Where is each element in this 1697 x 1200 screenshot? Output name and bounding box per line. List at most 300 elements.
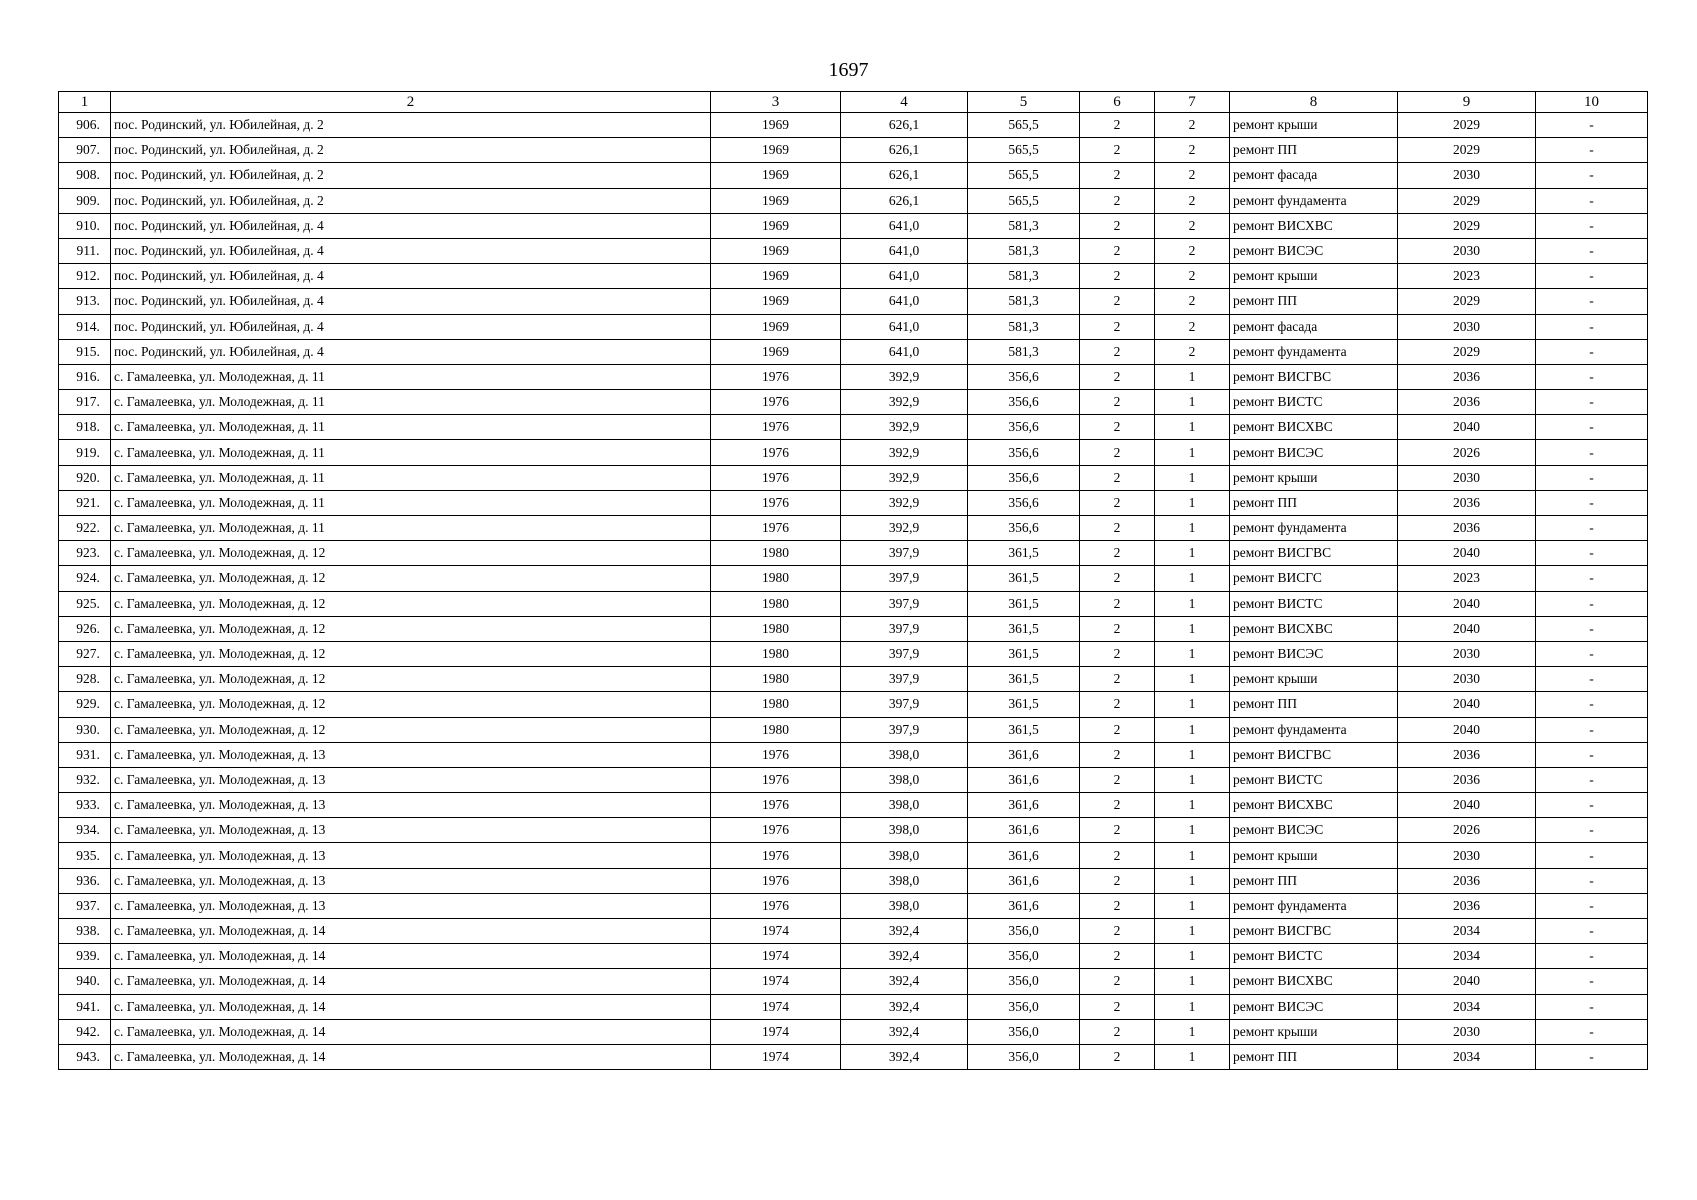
planned-year-cell: 2036 — [1398, 742, 1536, 767]
work-type-cell: ремонт ПП — [1230, 490, 1398, 515]
floors-cell: 2 — [1080, 616, 1155, 641]
column-header-3: 3 — [711, 92, 841, 113]
address-cell: пос. Родинский, ул. Юбилейная, д. 2 — [111, 138, 711, 163]
table-row — [59, 188, 1648, 213]
entrances-cell: 2 — [1155, 289, 1230, 314]
total-area-cell: 392,4 — [841, 919, 968, 944]
address-cell: с. Гамалеевка, ул. Молодежная, д. 11 — [111, 390, 711, 415]
entrances-cell: 1 — [1155, 793, 1230, 818]
planned-year-cell: 2029 — [1398, 188, 1536, 213]
entrances-cell: 1 — [1155, 994, 1230, 1019]
address-cell: пос. Родинский, ул. Юбилейная, д. 4 — [111, 289, 711, 314]
table-row — [59, 1019, 1648, 1044]
table-row — [59, 641, 1648, 666]
row-number-cell: 922. — [59, 516, 111, 541]
planned-year-cell: 2036 — [1398, 490, 1536, 515]
address-cell: пос. Родинский, ул. Юбилейная, д. 2 — [111, 163, 711, 188]
row-number-cell: 908. — [59, 163, 111, 188]
total-area-cell: 398,0 — [841, 767, 968, 792]
planned-year-cell: 2040 — [1398, 692, 1536, 717]
total-area-cell: 398,0 — [841, 868, 968, 893]
note-cell: - — [1536, 868, 1648, 893]
address-cell: пос. Родинский, ул. Юбилейная, д. 4 — [111, 238, 711, 263]
year-built-cell: 1974 — [711, 994, 841, 1019]
address-cell: с. Гамалеевка, ул. Молодежная, д. 11 — [111, 516, 711, 541]
living-area-cell: 356,0 — [968, 944, 1080, 969]
note-cell: - — [1536, 390, 1648, 415]
total-area-cell: 392,4 — [841, 944, 968, 969]
row-number-cell: 925. — [59, 591, 111, 616]
table-row — [59, 868, 1648, 893]
total-area-cell: 397,9 — [841, 591, 968, 616]
entrances-cell: 1 — [1155, 516, 1230, 541]
living-area-cell: 361,5 — [968, 641, 1080, 666]
table-row — [59, 591, 1648, 616]
total-area-cell: 392,4 — [841, 994, 968, 1019]
column-header-7: 7 — [1155, 92, 1230, 113]
work-type-cell: ремонт ПП — [1230, 868, 1398, 893]
entrances-cell: 1 — [1155, 767, 1230, 792]
year-built-cell: 1969 — [711, 238, 841, 263]
note-cell: - — [1536, 969, 1648, 994]
work-type-cell: ремонт ПП — [1230, 1044, 1398, 1069]
work-type-cell: ремонт фундамента — [1230, 188, 1398, 213]
table-row — [59, 465, 1648, 490]
row-number-cell: 909. — [59, 188, 111, 213]
total-area-cell: 397,9 — [841, 641, 968, 666]
column-header-6: 6 — [1080, 92, 1155, 113]
work-type-cell: ремонт ВИСЭС — [1230, 641, 1398, 666]
note-cell: - — [1536, 566, 1648, 591]
note-cell: - — [1536, 264, 1648, 289]
note-cell: - — [1536, 440, 1648, 465]
year-built-cell: 1976 — [711, 818, 841, 843]
total-area-cell: 398,0 — [841, 793, 968, 818]
total-area-cell: 397,9 — [841, 692, 968, 717]
year-built-cell: 1976 — [711, 793, 841, 818]
living-area-cell: 356,6 — [968, 490, 1080, 515]
note-cell: - — [1536, 339, 1648, 364]
note-cell: - — [1536, 289, 1648, 314]
living-area-cell: 361,5 — [968, 692, 1080, 717]
header-row — [59, 92, 1648, 113]
year-built-cell: 1976 — [711, 843, 841, 868]
table-row — [59, 163, 1648, 188]
total-area-cell: 392,9 — [841, 364, 968, 389]
floors-cell: 2 — [1080, 264, 1155, 289]
work-type-cell: ремонт ВИСГВС — [1230, 364, 1398, 389]
note-cell: - — [1536, 767, 1648, 792]
work-type-cell: ремонт крыши — [1230, 465, 1398, 490]
address-cell: с. Гамалеевка, ул. Молодежная, д. 11 — [111, 490, 711, 515]
table-row — [59, 264, 1648, 289]
living-area-cell: 581,3 — [968, 289, 1080, 314]
row-number-cell: 918. — [59, 415, 111, 440]
row-number-cell: 915. — [59, 339, 111, 364]
address-cell: с. Гамалеевка, ул. Молодежная, д. 12 — [111, 692, 711, 717]
table-row — [59, 793, 1648, 818]
total-area-cell: 398,0 — [841, 818, 968, 843]
year-built-cell: 1976 — [711, 767, 841, 792]
table-row — [59, 969, 1648, 994]
floors-cell: 2 — [1080, 742, 1155, 767]
row-number-cell: 914. — [59, 314, 111, 339]
work-type-cell: ремонт крыши — [1230, 667, 1398, 692]
year-built-cell: 1980 — [711, 717, 841, 742]
table-row — [59, 818, 1648, 843]
note-cell: - — [1536, 516, 1648, 541]
note-cell: - — [1536, 465, 1648, 490]
floors-cell: 2 — [1080, 541, 1155, 566]
year-built-cell: 1974 — [711, 969, 841, 994]
address-cell: с. Гамалеевка, ул. Молодежная, д. 14 — [111, 969, 711, 994]
row-number-cell: 917. — [59, 390, 111, 415]
table-row — [59, 843, 1648, 868]
planned-year-cell: 2029 — [1398, 138, 1536, 163]
entrances-cell: 1 — [1155, 541, 1230, 566]
living-area-cell: 361,5 — [968, 616, 1080, 641]
table-row — [59, 516, 1648, 541]
planned-year-cell: 2030 — [1398, 314, 1536, 339]
year-built-cell: 1969 — [711, 264, 841, 289]
living-area-cell: 356,0 — [968, 1019, 1080, 1044]
address-cell: с. Гамалеевка, ул. Молодежная, д. 11 — [111, 364, 711, 389]
floors-cell: 2 — [1080, 566, 1155, 591]
work-type-cell: ремонт ВИСХВС — [1230, 213, 1398, 238]
planned-year-cell: 2030 — [1398, 667, 1536, 692]
note-cell: - — [1536, 692, 1648, 717]
total-area-cell: 392,9 — [841, 465, 968, 490]
row-number-cell: 911. — [59, 238, 111, 263]
entrances-cell: 1 — [1155, 566, 1230, 591]
note-cell: - — [1536, 616, 1648, 641]
row-number-cell: 934. — [59, 818, 111, 843]
row-number-cell: 942. — [59, 1019, 111, 1044]
address-cell: с. Гамалеевка, ул. Молодежная, д. 13 — [111, 818, 711, 843]
table-row — [59, 667, 1648, 692]
table-row — [59, 767, 1648, 792]
note-cell: - — [1536, 591, 1648, 616]
work-type-cell: ремонт ВИСЭС — [1230, 440, 1398, 465]
table-row — [59, 113, 1648, 138]
total-area-cell: 641,0 — [841, 314, 968, 339]
row-number-cell: 924. — [59, 566, 111, 591]
note-cell: - — [1536, 163, 1648, 188]
column-header-10: 10 — [1536, 92, 1648, 113]
address-cell: с. Гамалеевка, ул. Молодежная, д. 13 — [111, 793, 711, 818]
work-type-cell: ремонт ВИСГВС — [1230, 541, 1398, 566]
entrances-cell: 1 — [1155, 944, 1230, 969]
total-area-cell: 392,4 — [841, 1044, 968, 1069]
planned-year-cell: 2030 — [1398, 843, 1536, 868]
work-type-cell: ремонт крыши — [1230, 264, 1398, 289]
floors-cell: 2 — [1080, 944, 1155, 969]
note-cell: - — [1536, 238, 1648, 263]
total-area-cell: 398,0 — [841, 893, 968, 918]
planned-year-cell: 2030 — [1398, 163, 1536, 188]
note-cell: - — [1536, 667, 1648, 692]
row-number-cell: 919. — [59, 440, 111, 465]
page-number: 1697 — [828, 59, 869, 81]
living-area-cell: 565,5 — [968, 163, 1080, 188]
entrances-cell: 1 — [1155, 1044, 1230, 1069]
year-built-cell: 1969 — [711, 339, 841, 364]
entrances-cell: 1 — [1155, 440, 1230, 465]
total-area-cell: 392,4 — [841, 1019, 968, 1044]
year-built-cell: 1969 — [711, 188, 841, 213]
address-cell: пос. Родинский, ул. Юбилейная, д. 4 — [111, 213, 711, 238]
note-cell: - — [1536, 364, 1648, 389]
address-cell: с. Гамалеевка, ул. Молодежная, д. 12 — [111, 616, 711, 641]
living-area-cell: 361,5 — [968, 717, 1080, 742]
living-area-cell: 581,3 — [968, 314, 1080, 339]
address-cell: с. Гамалеевка, ул. Молодежная, д. 14 — [111, 1044, 711, 1069]
row-number-cell: 927. — [59, 641, 111, 666]
table-row — [59, 289, 1648, 314]
note-cell: - — [1536, 843, 1648, 868]
work-type-cell: ремонт фасада — [1230, 314, 1398, 339]
work-type-cell: ремонт ПП — [1230, 138, 1398, 163]
living-area-cell: 356,6 — [968, 440, 1080, 465]
work-type-cell: ремонт ВИСГС — [1230, 566, 1398, 591]
address-cell: с. Гамалеевка, ул. Молодежная, д. 14 — [111, 919, 711, 944]
year-built-cell: 1976 — [711, 490, 841, 515]
note-cell: - — [1536, 742, 1648, 767]
work-type-cell: ремонт ВИСГВС — [1230, 919, 1398, 944]
entrances-cell: 2 — [1155, 264, 1230, 289]
total-area-cell: 398,0 — [841, 742, 968, 767]
floors-cell: 2 — [1080, 138, 1155, 163]
planned-year-cell: 2029 — [1398, 339, 1536, 364]
row-number-cell: 926. — [59, 616, 111, 641]
year-built-cell: 1976 — [711, 516, 841, 541]
living-area-cell: 356,0 — [968, 919, 1080, 944]
living-area-cell: 581,3 — [968, 339, 1080, 364]
floors-cell: 2 — [1080, 641, 1155, 666]
floors-cell: 2 — [1080, 1044, 1155, 1069]
row-number-cell: 916. — [59, 364, 111, 389]
work-type-cell: ремонт ВИСХВС — [1230, 415, 1398, 440]
floors-cell: 2 — [1080, 919, 1155, 944]
planned-year-cell: 2026 — [1398, 440, 1536, 465]
living-area-cell: 361,6 — [968, 843, 1080, 868]
planned-year-cell: 2030 — [1398, 238, 1536, 263]
column-header-2: 2 — [111, 92, 711, 113]
address-cell: с. Гамалеевка, ул. Молодежная, д. 11 — [111, 415, 711, 440]
year-built-cell: 1974 — [711, 1019, 841, 1044]
work-type-cell: ремонт ВИСГВС — [1230, 742, 1398, 767]
year-built-cell: 1969 — [711, 314, 841, 339]
year-built-cell: 1969 — [711, 113, 841, 138]
planned-year-cell: 2036 — [1398, 893, 1536, 918]
table-row — [59, 490, 1648, 515]
total-area-cell: 626,1 — [841, 188, 968, 213]
note-cell: - — [1536, 818, 1648, 843]
total-area-cell: 641,0 — [841, 289, 968, 314]
total-area-cell: 641,0 — [841, 213, 968, 238]
year-built-cell: 1969 — [711, 213, 841, 238]
address-cell: с. Гамалеевка, ул. Молодежная, д. 11 — [111, 440, 711, 465]
table-row — [59, 994, 1648, 1019]
entrances-cell: 1 — [1155, 692, 1230, 717]
column-header-5: 5 — [968, 92, 1080, 113]
living-area-cell: 356,0 — [968, 1044, 1080, 1069]
entrances-cell: 1 — [1155, 1019, 1230, 1044]
planned-year-cell: 2034 — [1398, 1044, 1536, 1069]
note-cell: - — [1536, 1019, 1648, 1044]
note-cell: - — [1536, 113, 1648, 138]
entrances-cell: 1 — [1155, 390, 1230, 415]
floors-cell: 2 — [1080, 893, 1155, 918]
living-area-cell: 361,5 — [968, 591, 1080, 616]
total-area-cell: 397,9 — [841, 717, 968, 742]
entrances-cell: 1 — [1155, 415, 1230, 440]
row-number-cell: 921. — [59, 490, 111, 515]
year-built-cell: 1980 — [711, 667, 841, 692]
row-number-cell: 928. — [59, 667, 111, 692]
work-type-cell: ремонт фундамента — [1230, 893, 1398, 918]
year-built-cell: 1980 — [711, 566, 841, 591]
address-cell: с. Гамалеевка, ул. Молодежная, д. 14 — [111, 994, 711, 1019]
entrances-cell: 1 — [1155, 818, 1230, 843]
entrances-cell: 1 — [1155, 919, 1230, 944]
entrances-cell: 1 — [1155, 843, 1230, 868]
entrances-cell: 1 — [1155, 868, 1230, 893]
work-type-cell: ремонт ВИСТС — [1230, 767, 1398, 792]
planned-year-cell: 2040 — [1398, 793, 1536, 818]
address-cell: с. Гамалеевка, ул. Молодежная, д. 12 — [111, 541, 711, 566]
repair-schedule-table — [58, 91, 1648, 1070]
year-built-cell: 1969 — [711, 289, 841, 314]
floors-cell: 2 — [1080, 591, 1155, 616]
planned-year-cell: 2040 — [1398, 591, 1536, 616]
table-row — [59, 390, 1648, 415]
year-built-cell: 1976 — [711, 415, 841, 440]
row-number-cell: 929. — [59, 692, 111, 717]
year-built-cell: 1980 — [711, 616, 841, 641]
note-cell: - — [1536, 944, 1648, 969]
floors-cell: 2 — [1080, 516, 1155, 541]
floors-cell: 2 — [1080, 339, 1155, 364]
address-cell: с. Гамалеевка, ул. Молодежная, д. 13 — [111, 767, 711, 792]
note-cell: - — [1536, 919, 1648, 944]
note-cell: - — [1536, 893, 1648, 918]
column-header-8: 8 — [1230, 92, 1398, 113]
entrances-cell: 2 — [1155, 188, 1230, 213]
living-area-cell: 356,6 — [968, 516, 1080, 541]
row-number-cell: 941. — [59, 994, 111, 1019]
planned-year-cell: 2030 — [1398, 641, 1536, 666]
table-row — [59, 566, 1648, 591]
address-cell: пос. Родинский, ул. Юбилейная, д. 4 — [111, 314, 711, 339]
total-area-cell: 392,9 — [841, 440, 968, 465]
living-area-cell: 356,0 — [968, 969, 1080, 994]
year-built-cell: 1980 — [711, 692, 841, 717]
note-cell: - — [1536, 138, 1648, 163]
living-area-cell: 565,5 — [968, 138, 1080, 163]
row-number-cell: 937. — [59, 893, 111, 918]
living-area-cell: 361,6 — [968, 868, 1080, 893]
floors-cell: 2 — [1080, 1019, 1155, 1044]
table-row — [59, 339, 1648, 364]
year-built-cell: 1974 — [711, 1044, 841, 1069]
planned-year-cell: 2034 — [1398, 994, 1536, 1019]
total-area-cell: 626,1 — [841, 138, 968, 163]
note-cell: - — [1536, 641, 1648, 666]
address-cell: с. Гамалеевка, ул. Молодежная, д. 12 — [111, 717, 711, 742]
note-cell: - — [1536, 1044, 1648, 1069]
living-area-cell: 356,6 — [968, 364, 1080, 389]
living-area-cell: 356,6 — [968, 390, 1080, 415]
note-cell: - — [1536, 541, 1648, 566]
floors-cell: 2 — [1080, 163, 1155, 188]
row-number-cell: 943. — [59, 1044, 111, 1069]
row-number-cell: 912. — [59, 264, 111, 289]
floors-cell: 2 — [1080, 818, 1155, 843]
address-cell: с. Гамалеевка, ул. Молодежная, д. 13 — [111, 868, 711, 893]
entrances-cell: 2 — [1155, 163, 1230, 188]
table-row — [59, 742, 1648, 767]
total-area-cell: 626,1 — [841, 113, 968, 138]
total-area-cell: 397,9 — [841, 566, 968, 591]
note-cell: - — [1536, 415, 1648, 440]
table-header — [59, 92, 1648, 113]
row-number-cell: 940. — [59, 969, 111, 994]
year-built-cell: 1976 — [711, 465, 841, 490]
row-number-cell: 936. — [59, 868, 111, 893]
work-type-cell: ремонт фасада — [1230, 163, 1398, 188]
floors-cell: 2 — [1080, 390, 1155, 415]
total-area-cell: 641,0 — [841, 339, 968, 364]
floors-cell: 2 — [1080, 490, 1155, 515]
column-header-1: 1 — [59, 92, 111, 113]
note-cell: - — [1536, 188, 1648, 213]
table-row — [59, 616, 1648, 641]
row-number-cell: 933. — [59, 793, 111, 818]
total-area-cell: 392,4 — [841, 969, 968, 994]
total-area-cell: 392,9 — [841, 490, 968, 515]
planned-year-cell: 2023 — [1398, 566, 1536, 591]
floors-cell: 2 — [1080, 692, 1155, 717]
address-cell: пос. Родинский, ул. Юбилейная, д. 2 — [111, 113, 711, 138]
living-area-cell: 361,6 — [968, 793, 1080, 818]
work-type-cell: ремонт крыши — [1230, 843, 1398, 868]
table-body — [59, 113, 1648, 1070]
floors-cell: 2 — [1080, 364, 1155, 389]
year-built-cell: 1976 — [711, 440, 841, 465]
living-area-cell: 361,6 — [968, 742, 1080, 767]
work-type-cell: ремонт ВИСТС — [1230, 591, 1398, 616]
planned-year-cell: 2034 — [1398, 919, 1536, 944]
entrances-cell: 1 — [1155, 969, 1230, 994]
total-area-cell: 392,9 — [841, 390, 968, 415]
address-cell: с. Гамалеевка, ул. Молодежная, д. 13 — [111, 843, 711, 868]
living-area-cell: 581,3 — [968, 213, 1080, 238]
table-row — [59, 138, 1648, 163]
entrances-cell: 1 — [1155, 591, 1230, 616]
living-area-cell: 361,5 — [968, 541, 1080, 566]
year-built-cell: 1976 — [711, 742, 841, 767]
floors-cell: 2 — [1080, 868, 1155, 893]
total-area-cell: 398,0 — [841, 843, 968, 868]
living-area-cell: 356,0 — [968, 994, 1080, 1019]
work-type-cell: ремонт фундамента — [1230, 339, 1398, 364]
table-row — [59, 415, 1648, 440]
entrances-cell: 1 — [1155, 893, 1230, 918]
work-type-cell: ремонт ВИСЭС — [1230, 238, 1398, 263]
total-area-cell: 392,9 — [841, 516, 968, 541]
planned-year-cell: 2040 — [1398, 969, 1536, 994]
